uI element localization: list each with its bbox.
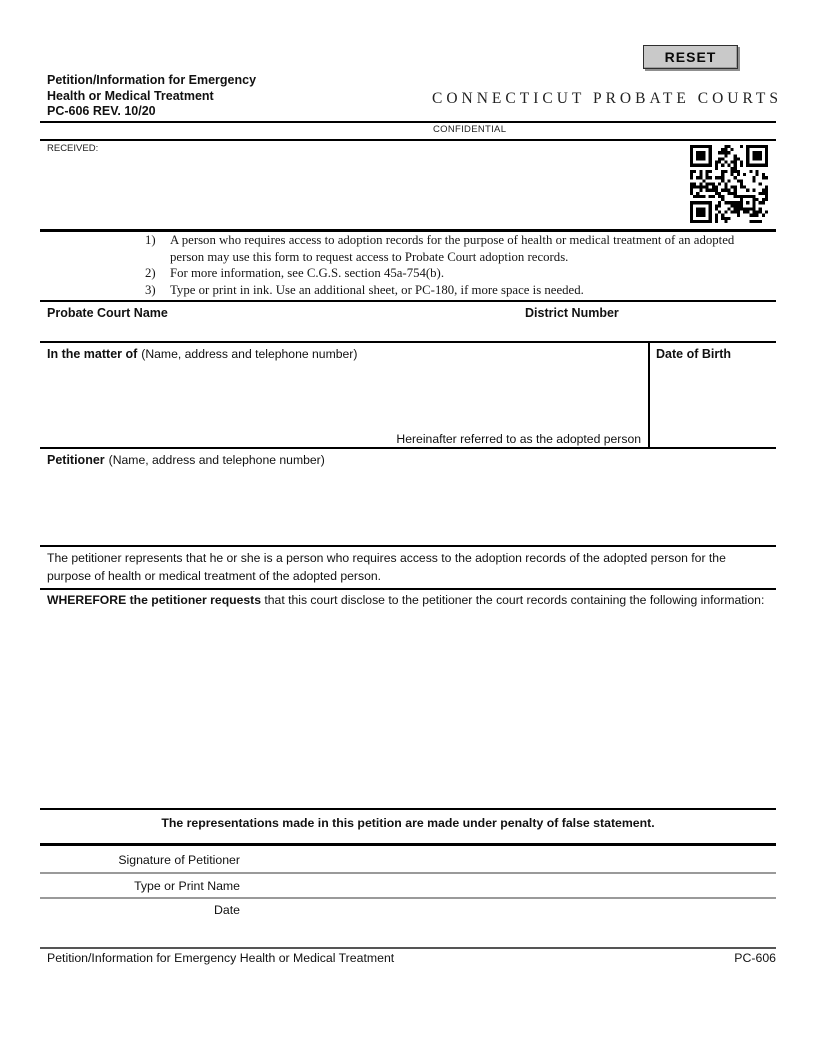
instruction-text: Type or print in ink. Use an additional sheet, or PC-180, if more space is needed. [170,282,584,297]
instruction-item-3 [145,282,767,299]
instructions-list [145,232,767,298]
probate-court-name-label: Probate Court Name [47,306,168,320]
date-input[interactable] [250,899,776,923]
matter-row [40,343,776,447]
instruction-text: A person who requires access to adoption records for the purpose of health or medical treatment of an adopted person may use this form to request access to Probate Court adoption records. [170,233,735,264]
form-title-line-2: Health or Medical Treatment [47,88,214,103]
wherefore-paragraph [40,589,773,610]
divider [40,121,776,123]
wherefore-lead: WHEREFORE the petitioner requests [47,593,261,607]
divider [40,947,776,949]
signature-of-petitioner-label: Signature of Petitioner [118,853,240,867]
instruction-number: 1) [145,233,156,247]
divider [40,545,776,547]
court-system-name: CONNECTICUT PROBATE COURTS [432,90,782,107]
petitioner-hint: (Name, address and telephone number) [108,453,325,467]
instruction-text: For more information, see C.G.S. section 45a-754(b). [170,266,445,281]
footer-form-number: PC-606 [734,951,776,965]
form-title-line-1: Petition/Information for Emergency [47,73,257,87]
penalty-statement: The representations made in this petition are made under penalty of false statement. [161,816,655,830]
instruction-item-2 [145,265,767,282]
petitioner-input[interactable] [40,449,776,545]
reset-button[interactable]: RESET [643,45,738,69]
requested-information-input[interactable] [40,589,776,808]
form-title [47,73,256,120]
instruction-item-1 [145,232,767,265]
court-name-row [40,302,776,341]
petitioner-label: Petitioner [47,453,105,467]
qr-code-icon [690,145,768,223]
district-number-input[interactable] [523,302,776,341]
received-label: RECEIVED: [47,143,99,154]
instruction-number: 3) [145,282,156,297]
divider [40,808,776,810]
instruction-number: 2) [145,266,156,281]
received-stamp-box [40,141,776,229]
page-footer [40,951,776,965]
signature-input[interactable] [250,848,776,872]
in-the-matter-of-label: In the matter of [47,347,138,361]
matter-hint: (Name, address and telephone number) [141,347,358,361]
date-of-birth-label: Date of Birth [656,347,731,361]
divider [40,843,776,846]
hereinafter-note: Hereinafter referred to as the adopted person [396,432,641,446]
probate-court-name-input[interactable] [40,302,523,341]
representation-paragraph: The petitioner represents that he or she is a person who requires access to the adoption records of the adopted person for the purpose of health or medical treatment of the adopted person. [47,551,726,583]
date-label: Date [214,903,240,917]
adopted-person-input[interactable] [40,343,648,447]
date-of-birth-input[interactable] [650,343,776,447]
footer-form-title: Petition/Information for Emergency Health or Medical Treatment [47,951,395,965]
form-revision: PC-606 REV. 10/20 [47,104,156,118]
printed-name-input[interactable] [250,874,776,898]
district-number-label: District Number [525,306,619,320]
type-or-print-name-label: Type or Print Name [134,879,240,893]
confidential-label: CONFIDENTIAL [433,124,507,135]
wherefore-rest: that this court disclose to the petitioner the court records containing the following information: [260,593,765,607]
